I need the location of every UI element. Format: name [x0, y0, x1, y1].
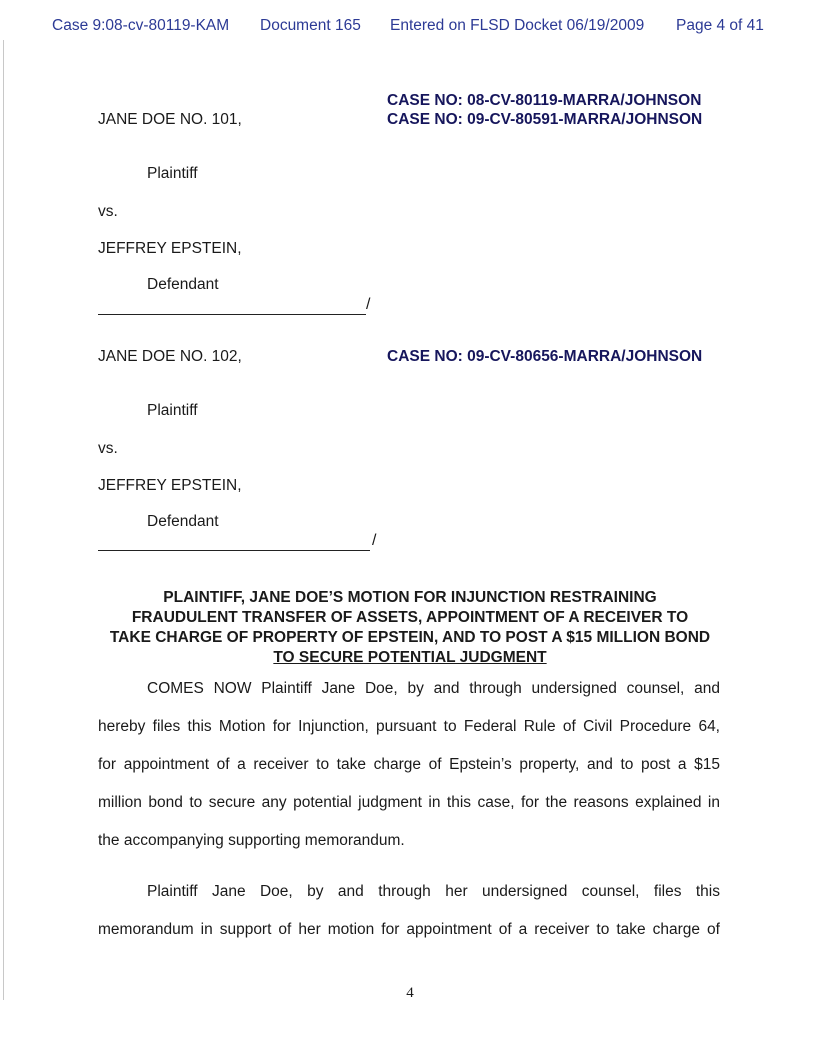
paragraph-1-line-4: million bond to secure any potential judgment in this case, for the reasons explained in [98, 794, 720, 811]
paragraph-1-line-5: the accompanying supporting memorandum. [98, 832, 405, 849]
caption-slash-1: / [366, 296, 371, 313]
paragraph-1-line-1: COMES NOW Plaintiff Jane Doe, by and through undersigned counsel, and [147, 680, 720, 697]
scan-edge [3, 40, 4, 1000]
case-number-2: CASE NO: 09-CV-80591-MARRA/JOHNSON [387, 111, 703, 128]
paragraph-1-line-2: hereby files this Motion for Injunction, pursuant to Federal Rule of Civil Procedure 64, [98, 718, 720, 735]
header-case-id: Case 9:08-cv-80119-KAM [52, 17, 230, 34]
case-number-3: CASE NO: 09-CV-80656-MARRA/JOHNSON [387, 348, 703, 365]
defendant-role-1: Defendant [147, 276, 219, 293]
motion-title [90, 588, 730, 668]
defendant-name-2: JEFFREY EPSTEIN, [98, 477, 242, 494]
title-line-3: TAKE CHARGE OF PROPERTY OF EPSTEIN, AND TO POST A $15 MILLION BOND [109, 629, 711, 646]
caption-rule-2 [98, 550, 370, 551]
title-line-4: TO SECURE POTENTIAL JUDGMENT [273, 649, 547, 666]
caption-slash-2: / [372, 532, 377, 549]
paragraph-1-line-3: for appointment of a receiver to take charge of Epstein’s property, and to post a $15 [98, 756, 720, 773]
case-number-1: CASE NO: 08-CV-80119-MARRA/JOHNSON [387, 92, 702, 109]
plaintiff-role-2: Plaintiff [147, 402, 198, 419]
paragraph-2-line-2: memorandum in support of her motion for appointment of a receiver to take charge of [98, 921, 720, 938]
versus-2: vs. [98, 440, 118, 457]
title-line-1: PLAINTIFF, JANE DOE’S MOTION FOR INJUNCTION RESTRAINING [163, 589, 657, 606]
page-number: 4 [406, 985, 414, 1001]
plaintiff-role-1: Plaintiff [147, 165, 198, 182]
header-document: Document 165 [260, 17, 361, 34]
plaintiff-name-2: JANE DOE NO. 102, [98, 348, 242, 365]
title-line-2: FRAUDULENT TRANSFER OF ASSETS, APPOINTMENT OF A RECEIVER TO [131, 609, 689, 626]
defendant-name-1: JEFFREY EPSTEIN, [98, 240, 242, 257]
header-page: Page 4 of 41 [676, 17, 764, 34]
paragraph-2-line-1: Plaintiff Jane Doe, by and through her undersigned counsel, files this [147, 883, 720, 900]
defendant-role-2: Defendant [147, 513, 219, 530]
versus-1: vs. [98, 203, 118, 220]
header-entered: Entered on FLSD Docket 06/19/2009 [390, 17, 645, 34]
plaintiff-name-1: JANE DOE NO. 101, [98, 111, 242, 128]
caption-rule-1 [98, 314, 366, 315]
